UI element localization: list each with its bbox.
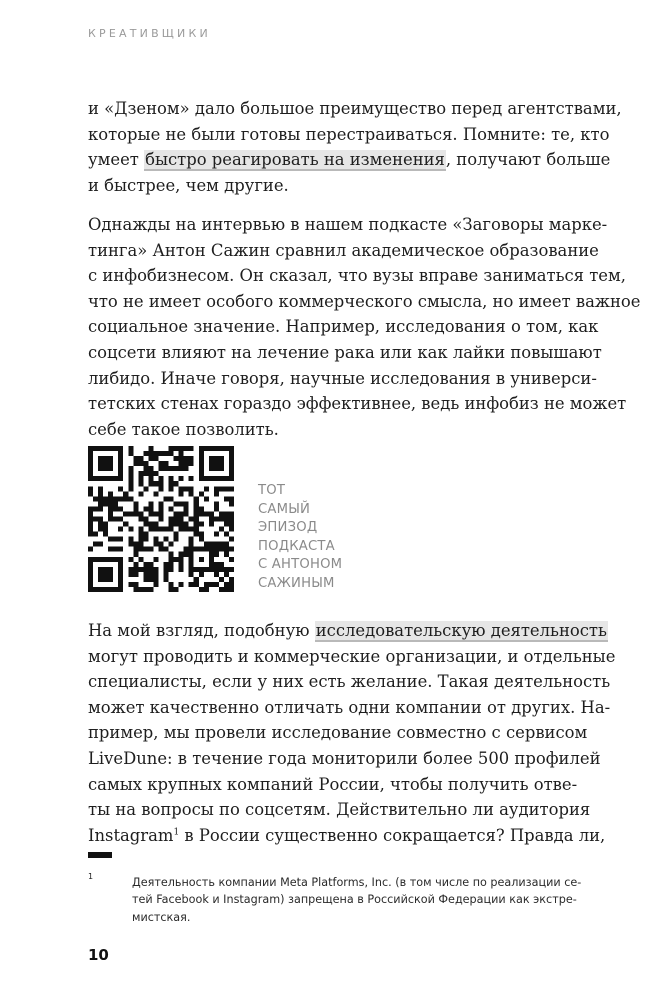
text-line: что не имеет особого коммерческого смысла, но имеет важное: [88, 291, 641, 311]
qr-caption-line: С АНТОНОМ: [258, 557, 343, 573]
qr-caption: [258, 482, 342, 594]
footnote-marker[interactable]: 1: [173, 827, 180, 838]
footnote-number: 1: [88, 872, 94, 881]
text-line: тинга» Антон Сажин сравнил академическое образование: [88, 240, 599, 260]
page-number: 10: [88, 946, 109, 964]
text-fragment: в России существенно сокращается? Правда ли,: [179, 825, 606, 845]
text-fragment: умеет: [88, 150, 145, 170]
text-line: может качественно отличать одни компании от других. На-: [88, 697, 611, 717]
paragraph-2: [88, 212, 640, 442]
qr-caption-line: САЖИНЫМ: [258, 575, 335, 591]
text-line: самых крупных компаний России, чтобы получить отве-: [88, 774, 578, 794]
running-head: КРЕАТИВЩИКИ: [88, 27, 211, 40]
text-line: с инфобизнесом. Он сказал, что вузы вправе заниматься тем,: [88, 266, 626, 286]
text-line: себе такое позволить.: [88, 419, 279, 439]
text-line: соцсети влияют на лечение рака или как лайки повышают: [88, 342, 602, 362]
text-line: могут проводить и коммерческие организации, и отдельные: [88, 646, 616, 666]
text-line: пример, мы провели исследование совместно с сервисом: [88, 723, 588, 743]
qr-caption-line: САМЫЙ: [258, 501, 311, 517]
qr-caption-line: ПОДКАСТА: [258, 538, 335, 554]
text-line: тетских стенах гораздо эффективнее, ведь инфобиз не может: [88, 394, 627, 414]
text-line: [88, 618, 615, 644]
footnote-line: Деятельность компании Meta Platforms, Inc. (в том числе по реализации се-: [132, 876, 582, 889]
text-line: [88, 147, 622, 173]
footnote-line: мистская.: [132, 910, 191, 924]
highlighted-phrase: исследовательскую деятельность: [315, 621, 607, 640]
text-line: и быстрее, чем другие.: [88, 175, 289, 195]
paragraph-1: [88, 96, 622, 198]
text-line: LiveDune: в течение года мониторили более 500 профилей: [88, 748, 601, 768]
text-line: социальное значение. Например, исследования о том, как: [88, 317, 599, 337]
text-line: специалисты, если у них есть желание. Такая деятельность: [88, 672, 611, 692]
footnote-text: [132, 874, 581, 926]
text-line: Однажды на интервью в нашем подкасте «Заговоры марке-: [88, 215, 608, 234]
qr-code-icon[interactable]: [88, 446, 234, 592]
qr-caption-line: ТОТ: [258, 483, 286, 498]
text-line: [88, 823, 615, 849]
text-line: которые не были готовы перестраиваться. Помните: те, кто: [88, 124, 610, 144]
paragraph-3: [88, 618, 615, 848]
text-fragment: Instagram: [88, 825, 174, 845]
highlighted-phrase: быстро реагировать на изменения: [145, 150, 445, 170]
text-line: ты на вопросы по соцсетям. Действительно ли аудитория: [88, 800, 591, 820]
footnote-line: тей Facebook и Instagram) запрещена в Российской Федерации как экстре-: [132, 893, 577, 907]
text-fragment: На мой взгляд, подобную: [88, 621, 315, 640]
text-line: и «Дзеном» дало большое преимущество перед агентствами,: [88, 99, 622, 118]
text-line: либидо. Иначе говоря, научные исследования в универси-: [88, 368, 597, 388]
footnote-separator: [88, 852, 112, 858]
qr-caption-line: ЭПИЗОД: [258, 520, 318, 536]
text-fragment: , получают больше: [445, 150, 611, 170]
